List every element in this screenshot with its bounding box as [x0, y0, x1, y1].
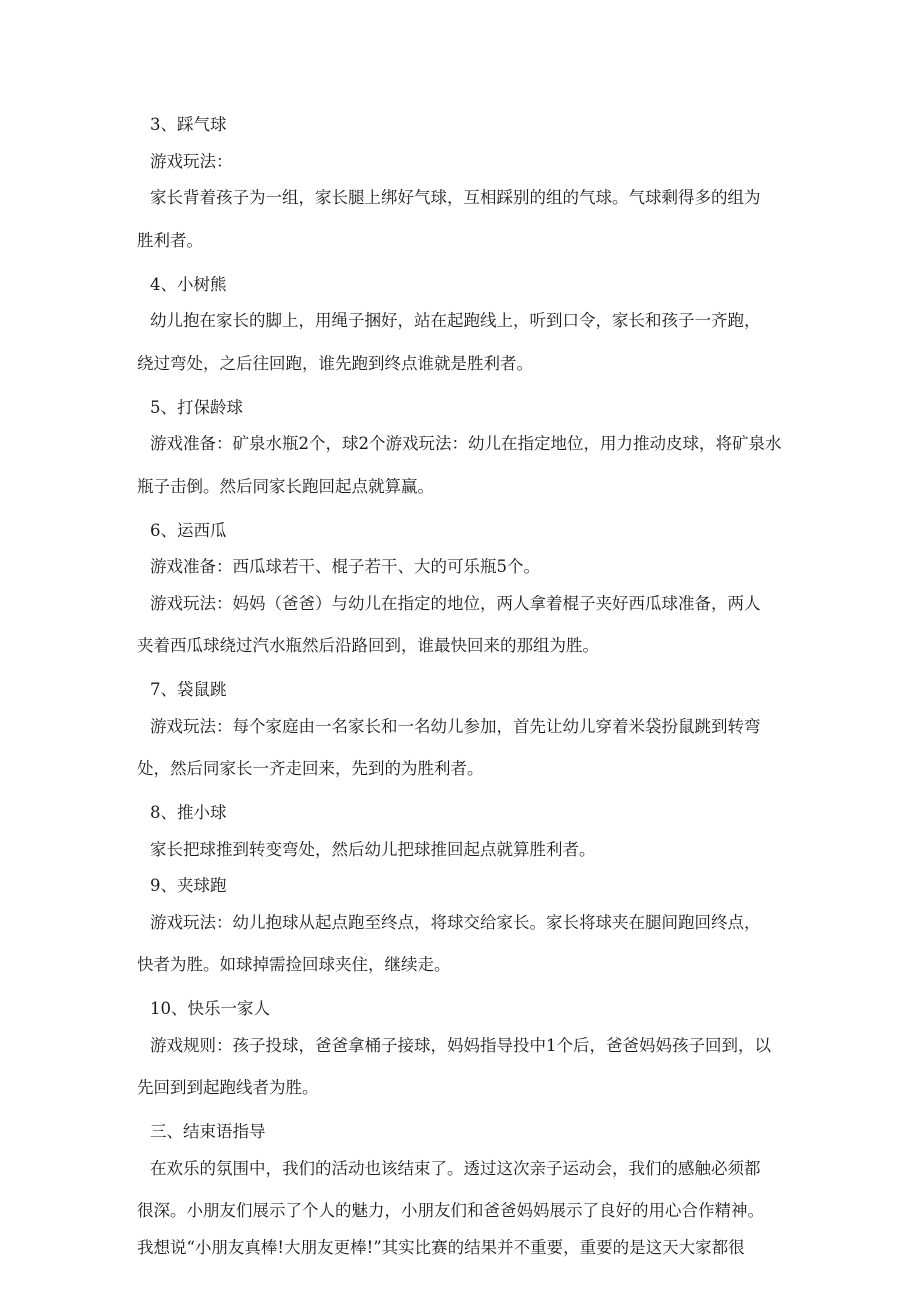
section-heading: 8、推小球 [150, 803, 227, 822]
paragraph [137, 555, 787, 578]
paragraph-line: 游戏玩法：每个家庭由一名家长和一名幼儿参加，首先让幼儿穿着米袋扮鼠跳到转弯 [150, 716, 761, 736]
paragraph-line: 很深。小朋友们展示了个人的魅力，小朋友们和爸爸妈妈展示了良好的用心合作精神。 [137, 1201, 764, 1220]
paragraph-line: 处，然后同家长一齐走回来，先到的为胜利者。 [137, 759, 484, 778]
paragraph-line: 瓶子击倒。然后同家长跑回起点就算赢。 [137, 476, 434, 496]
section-heading: 三、结束语指导 [150, 1122, 266, 1141]
paragraph-line: 快者为胜。如球掉需捡回球夹住，继续走。 [137, 955, 451, 974]
paragraph [137, 432, 787, 505]
paragraph [137, 592, 787, 665]
paragraph [137, 911, 787, 984]
paragraph-line: 家长背着孩子为一组，家长腿上绑好气球，互相踩别的组的气球。气球剩得多的组为 [150, 188, 761, 207]
paragraph-line: 游戏准备：西瓜球若干、棍子若干、大的可乐瓶5个。 [150, 557, 540, 576]
section-heading: 3、踩气球 [150, 115, 227, 134]
paragraph [137, 838, 787, 861]
paragraph [137, 150, 787, 173]
section-heading: 5、打保龄球 [150, 397, 243, 417]
section-heading: 10、快乐一家人 [150, 999, 270, 1018]
section-heading: 4、小树熊 [150, 274, 227, 294]
paragraph [137, 715, 787, 788]
paragraph-line: 游戏规则：孩子投球，爸爸拿桶子接球，妈妈指导投中1个后，爸爸妈妈孩子回到，以 [150, 1035, 771, 1055]
paragraph-line: 绕过弯处，之后往回跑，谁先跑到终点谁就是胜利者。 [137, 353, 533, 373]
paragraph [137, 186, 787, 259]
paragraph-line: 游戏准备：矿泉水瓶2个，球2个游戏玩法：幼儿在指定地位，用力推动皮球，将矿泉水 [150, 434, 782, 453]
paragraph-line: 幼儿抱在家长的脚上，用绳子捆好，站在起跑线上，听到口令，家长和孩子一齐跑， [150, 311, 761, 330]
paragraph-line: 游戏玩法： [150, 151, 233, 171]
section-heading: 9、夹球跑 [150, 876, 227, 895]
paragraph-line: 游戏玩法：妈妈（爸爸）与幼儿在指定的地位，两人拿着棍子夹好西瓜球准备，两人 [150, 593, 761, 613]
paragraph-line: 我想说“小朋友真棒!大朋友更棒!”其实比赛的结果并不重要，重要的是这天大家都很 [137, 1237, 745, 1257]
paragraph [137, 1034, 787, 1107]
document-body [137, 113, 787, 1280]
paragraph-line: 夹着西瓜球绕过汽水瓶然后沿路回到，谁最快回来的那组为胜。 [137, 636, 599, 655]
paragraph [137, 309, 787, 382]
paragraph-line: 家长把球推到转变弯处，然后幼儿把球推回起点就算胜利者。 [150, 839, 596, 859]
section-heading: 7、袋鼠跳 [150, 680, 227, 699]
paragraph-line: 游戏玩法：幼儿抱球从起点跑至终点，将球交给家长。家长将球夹在腿间跑回终点， [150, 912, 761, 932]
paragraph [137, 1157, 787, 1267]
paragraph-line: 在欢乐的氛围中，我们的活动也该结束了。透过这次亲子运动会，我们的感触必须都 [150, 1158, 761, 1178]
paragraph-line: 胜利者。 [137, 230, 203, 250]
section-heading: 6、运西瓜 [150, 520, 227, 540]
paragraph-line: 先回到到起跑线者为胜。 [137, 1078, 319, 1097]
